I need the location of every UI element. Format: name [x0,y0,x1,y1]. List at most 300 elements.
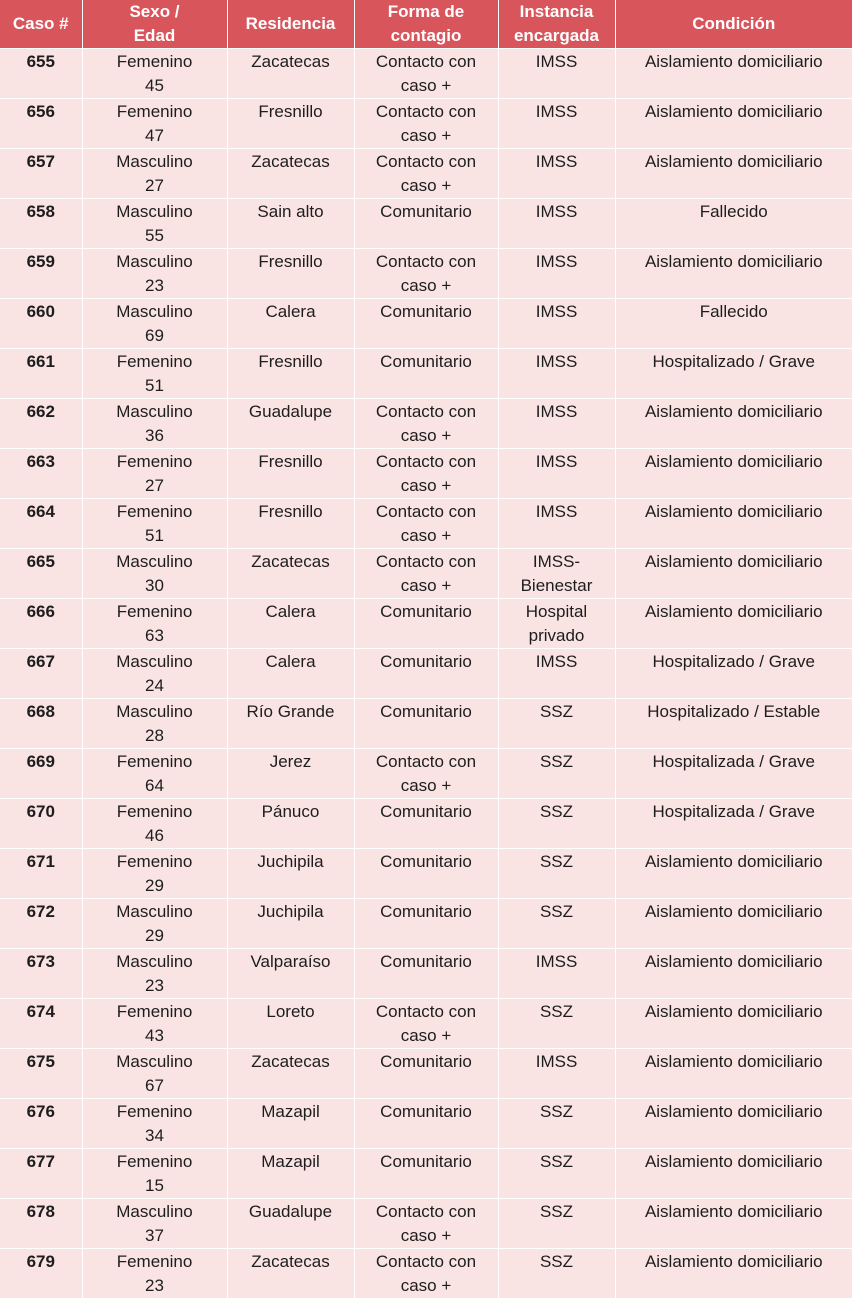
cell-residencia [227,1249,354,1299]
condicion-text: Hospitalizado / Grave [652,352,816,371]
instancia-line1: Hospital [525,602,588,621]
cell-forma-contagio [354,599,498,649]
contagio-line2: caso + [400,776,452,795]
table-row [0,1149,852,1199]
cell-residencia [227,1049,354,1099]
contagio-line1: Comunitario [380,602,472,621]
residencia-text: Juchipila [257,852,324,871]
instancia-line1: IMSS [535,352,578,371]
cell-instancia [498,849,615,899]
table-row [0,49,852,99]
contagio-line1: Contacto con [375,252,477,271]
cell-caso [0,949,82,999]
condicion-text: Aislamiento domiciliario [644,952,823,971]
cell-caso [0,349,82,399]
contagio-line1: Contacto con [375,752,477,771]
contagio-line2: caso + [400,126,452,145]
contagio-line2: caso + [400,476,452,495]
header-row [0,0,852,49]
cell-caso [0,99,82,149]
caso-number: 676 [26,1102,55,1121]
cell-sexo-edad [82,349,227,399]
caso-number: 679 [26,1252,55,1271]
condicion-text: Aislamiento domiciliario [644,502,823,521]
cell-condicion [615,899,852,949]
table-row [0,1049,852,1099]
cell-residencia [227,1099,354,1149]
instancia-line1: SSZ [539,1102,574,1121]
sexo-text: Masculino [116,952,193,971]
edad-text: 23 [145,276,164,295]
cell-forma-contagio [354,1099,498,1149]
table-row [0,299,852,349]
cell-forma-contagio [354,99,498,149]
cell-forma-contagio [354,699,498,749]
cell-instancia [498,349,615,399]
cell-forma-contagio [354,549,498,599]
cell-condicion [615,1049,852,1099]
edad-text: 51 [145,526,164,545]
cell-caso [0,599,82,649]
instancia-line1: IMSS [535,252,578,271]
cell-condicion [615,849,852,899]
cell-forma-contagio [354,849,498,899]
caso-number: 658 [26,202,55,221]
condicion-text: Hospitalizado / Grave [652,652,816,671]
contagio-line1: Comunitario [380,302,472,321]
residencia-text: Calera [265,652,316,671]
caso-number: 665 [26,552,55,571]
condicion-text: Hospitalizada / Grave [652,802,816,821]
instancia-line1: SSZ [539,902,574,921]
contagio-line1: Comunitario [380,702,472,721]
cell-condicion [615,1249,852,1299]
cell-forma-contagio [354,299,498,349]
caso-number: 675 [26,1052,55,1071]
cell-residencia [227,899,354,949]
cell-instancia [498,149,615,199]
cell-caso [0,699,82,749]
table-row [0,449,852,499]
table-row [0,499,852,549]
condicion-text: Aislamiento domiciliario [644,1202,823,1221]
contagio-line1: Comunitario [380,1102,472,1121]
table-row [0,349,852,399]
cell-sexo-edad [82,399,227,449]
sexo-text: Masculino [116,1202,193,1221]
residencia-text: Fresnillo [258,102,323,121]
header-caso-label: Caso # [12,14,69,33]
instancia-line1: IMSS [535,302,578,321]
contagio-line1: Comunitario [380,802,472,821]
condicion-text: Hospitalizada / Grave [652,752,816,771]
sexo-text: Femenino [116,1102,193,1121]
table-row [0,249,852,299]
caso-number: 666 [26,602,55,621]
residencia-text: Calera [265,302,316,321]
cell-sexo-edad [82,1149,227,1199]
instancia-line1: IMSS [535,502,578,521]
cell-forma-contagio [354,349,498,399]
sexo-text: Masculino [116,702,193,721]
cell-caso [0,249,82,299]
residencia-text: Mazapil [261,1152,320,1171]
edad-text: 27 [145,176,164,195]
edad-text: 55 [145,226,164,245]
cell-residencia [227,799,354,849]
instancia-line1: IMSS [535,1052,578,1071]
instancia-line1: IMSS [535,652,578,671]
cell-instancia [498,399,615,449]
contagio-line1: Contacto con [375,52,477,71]
cell-sexo-edad [82,49,227,99]
cell-residencia [227,99,354,149]
cell-instancia [498,49,615,99]
caso-number: 673 [26,952,55,971]
edad-text: 24 [145,676,164,695]
contagio-line1: Comunitario [380,1052,472,1071]
cell-caso [0,799,82,849]
cell-caso [0,399,82,449]
condicion-text: Aislamiento domiciliario [644,552,823,571]
cell-sexo-edad [82,899,227,949]
instancia-line1: IMSS [535,202,578,221]
table-body [0,49,852,1299]
residencia-text: Zacatecas [251,52,330,71]
sexo-text: Masculino [116,252,193,271]
sexo-text: Masculino [116,552,193,571]
table-header [0,0,852,49]
table-row [0,799,852,849]
cell-residencia [227,849,354,899]
sexo-text: Femenino [116,802,193,821]
instancia-line1: SSZ [539,702,574,721]
cell-sexo-edad [82,649,227,699]
cell-caso [0,299,82,349]
condicion-text: Aislamiento domiciliario [644,602,823,621]
table-row [0,99,852,149]
sexo-text: Femenino [116,352,193,371]
contagio-line1: Contacto con [375,552,477,571]
residencia-text: Guadalupe [248,402,333,421]
contagio-line2: caso + [400,276,452,295]
cell-instancia [498,449,615,499]
instancia-line1: IMSS [535,52,578,71]
header-sexo-edad-line1: Sexo / [129,2,180,21]
edad-text: 23 [145,1276,164,1295]
cell-instancia [498,1249,615,1299]
sexo-text: Femenino [116,102,193,121]
caso-number: 669 [26,752,55,771]
cell-residencia [227,999,354,1049]
cell-caso [0,999,82,1049]
caso-number: 656 [26,102,55,121]
caso-number: 672 [26,902,55,921]
cell-instancia [498,749,615,799]
cell-condicion [615,749,852,799]
condicion-text: Aislamiento domiciliario [644,252,823,271]
cell-forma-contagio [354,499,498,549]
cell-sexo-edad [82,499,227,549]
contagio-line2: caso + [400,176,452,195]
edad-text: 67 [145,1076,164,1095]
instancia-line1: SSZ [539,802,574,821]
residencia-text: Zacatecas [251,1052,330,1071]
cell-residencia [227,349,354,399]
header-condicion [615,0,852,49]
residencia-text: Fresnillo [258,502,323,521]
cell-instancia [498,1099,615,1149]
caso-number: 659 [26,252,55,271]
edad-text: 36 [145,426,164,445]
contagio-line2: caso + [400,526,452,545]
header-instancia-line1: Instancia [519,2,594,21]
cell-residencia [227,599,354,649]
cell-forma-contagio [354,399,498,449]
cell-forma-contagio [354,1149,498,1199]
cell-caso [0,1099,82,1149]
table-row [0,699,852,749]
table-row [0,1199,852,1249]
condicion-text: Aislamiento domiciliario [644,1152,823,1171]
condicion-text: Hospitalizado / Estable [647,702,821,721]
instancia-line1: IMSS [535,452,578,471]
sexo-text: Masculino [116,152,193,171]
instancia-line2: Bienestar [520,576,593,595]
caso-number: 661 [26,352,55,371]
cell-residencia [227,949,354,999]
cell-condicion [615,299,852,349]
contagio-line1: Contacto con [375,1252,477,1271]
cell-forma-contagio [354,149,498,199]
edad-text: 37 [145,1226,164,1245]
cell-condicion [615,399,852,449]
cell-caso [0,1199,82,1249]
cell-sexo-edad [82,199,227,249]
header-condicion-label: Condición [692,14,776,33]
contagio-line2: caso + [400,426,452,445]
contagio-line1: Contacto con [375,152,477,171]
cell-sexo-edad [82,149,227,199]
cell-caso [0,499,82,549]
caso-number: 671 [26,852,55,871]
instancia-line2: privado [528,626,585,645]
cell-residencia [227,1149,354,1199]
cell-residencia [227,549,354,599]
contagio-line1: Comunitario [380,852,472,871]
contagio-line1: Comunitario [380,202,472,221]
cell-residencia [227,1199,354,1249]
cell-instancia [498,299,615,349]
instancia-line1: IMSS [535,952,578,971]
contagio-line1: Contacto con [375,102,477,121]
cell-condicion [615,799,852,849]
residencia-text: Pánuco [261,802,320,821]
header-instancia-line2: encargada [513,26,600,45]
table-row [0,749,852,799]
cell-sexo-edad [82,949,227,999]
cell-sexo-edad [82,249,227,299]
header-caso [0,0,82,49]
cell-caso [0,849,82,899]
cell-instancia [498,1199,615,1249]
condicion-text: Aislamiento domiciliario [644,152,823,171]
residencia-text: Jerez [269,752,312,771]
sexo-text: Masculino [116,1052,193,1071]
header-instancia [498,0,615,49]
cell-sexo-edad [82,449,227,499]
sexo-text: Femenino [116,852,193,871]
residencia-text: Zacatecas [251,1252,330,1271]
cell-forma-contagio [354,649,498,699]
cell-instancia [498,1149,615,1199]
cell-sexo-edad [82,1199,227,1249]
caso-number: 664 [26,502,55,521]
sexo-text: Femenino [116,1002,193,1021]
cell-condicion [615,49,852,99]
cell-residencia [227,499,354,549]
cell-residencia [227,149,354,199]
instancia-line1: IMSS [535,102,578,121]
contagio-line2: caso + [400,1026,452,1045]
table-row [0,199,852,249]
cell-sexo-edad [82,599,227,649]
instancia-line1: SSZ [539,1252,574,1271]
header-residencia-label: Residencia [245,14,336,33]
edad-text: 43 [145,1026,164,1045]
caso-number: 655 [26,52,55,71]
table-row [0,649,852,699]
edad-text: 46 [145,826,164,845]
cell-instancia [498,99,615,149]
residencia-text: Loreto [266,1002,315,1021]
contagio-line1: Comunitario [380,952,472,971]
cell-forma-contagio [354,449,498,499]
cell-condicion [615,649,852,699]
residencia-text: Zacatecas [251,152,330,171]
cell-instancia [498,199,615,249]
cell-caso [0,749,82,799]
cell-condicion [615,1149,852,1199]
condicion-text: Aislamiento domiciliario [644,52,823,71]
instancia-line1: SSZ [539,752,574,771]
caso-number: 662 [26,402,55,421]
cell-caso [0,1149,82,1199]
residencia-text: Mazapil [261,1102,320,1121]
cell-residencia [227,199,354,249]
cell-instancia [498,599,615,649]
sexo-text: Masculino [116,402,193,421]
cell-residencia [227,249,354,299]
cell-residencia [227,49,354,99]
cell-caso [0,1049,82,1099]
edad-text: 30 [145,576,164,595]
caso-number: 660 [26,302,55,321]
contagio-line1: Comunitario [380,1152,472,1171]
cell-condicion [615,599,852,649]
sexo-text: Masculino [116,652,193,671]
contagio-line1: Comunitario [380,902,472,921]
cell-forma-contagio [354,199,498,249]
edad-text: 47 [145,126,164,145]
cell-instancia [498,899,615,949]
cell-residencia [227,749,354,799]
caso-number: 667 [26,652,55,671]
table-row [0,1099,852,1149]
cell-residencia [227,699,354,749]
edad-text: 15 [145,1176,164,1195]
cell-instancia [498,499,615,549]
cell-residencia [227,399,354,449]
residencia-text: Valparaíso [250,952,331,971]
cell-caso [0,49,82,99]
cell-caso [0,899,82,949]
contagio-line1: Comunitario [380,652,472,671]
instancia-line1: SSZ [539,1202,574,1221]
sexo-text: Femenino [116,52,193,71]
edad-text: 27 [145,476,164,495]
table-row [0,549,852,599]
edad-text: 29 [145,876,164,895]
cell-condicion [615,99,852,149]
cell-condicion [615,1199,852,1249]
cell-residencia [227,299,354,349]
condicion-text: Aislamiento domiciliario [644,902,823,921]
caso-number: 678 [26,1202,55,1221]
caso-number: 670 [26,802,55,821]
table-row [0,399,852,449]
edad-text: 63 [145,626,164,645]
sexo-text: Femenino [116,502,193,521]
table-row [0,849,852,899]
condicion-text: Fallecido [699,302,768,321]
condicion-text: Fallecido [699,202,768,221]
contagio-line2: caso + [400,1276,452,1295]
cell-instancia [498,649,615,699]
table-row [0,899,852,949]
cell-instancia [498,549,615,599]
caso-number: 657 [26,152,55,171]
cell-condicion [615,949,852,999]
sexo-text: Masculino [116,902,193,921]
cell-condicion [615,499,852,549]
cell-forma-contagio [354,49,498,99]
condicion-text: Aislamiento domiciliario [644,852,823,871]
sexo-text: Femenino [116,452,193,471]
cell-instancia [498,949,615,999]
condicion-text: Aislamiento domiciliario [644,1252,823,1271]
cell-caso [0,149,82,199]
edad-text: 34 [145,1126,164,1145]
cell-condicion [615,349,852,399]
instancia-line1: SSZ [539,852,574,871]
sexo-text: Femenino [116,1252,193,1271]
sexo-text: Masculino [116,302,193,321]
instancia-line1: IMSS- [532,552,581,571]
table-row [0,149,852,199]
table-row [0,599,852,649]
cell-sexo-edad [82,1049,227,1099]
cell-sexo-edad [82,749,227,799]
cell-condicion [615,149,852,199]
condicion-text: Aislamiento domiciliario [644,1052,823,1071]
instancia-line1: IMSS [535,152,578,171]
edad-text: 69 [145,326,164,345]
cell-sexo-edad [82,799,227,849]
caso-number: 668 [26,702,55,721]
cell-sexo-edad [82,999,227,1049]
header-forma-contagio-line2: contagio [390,26,462,45]
